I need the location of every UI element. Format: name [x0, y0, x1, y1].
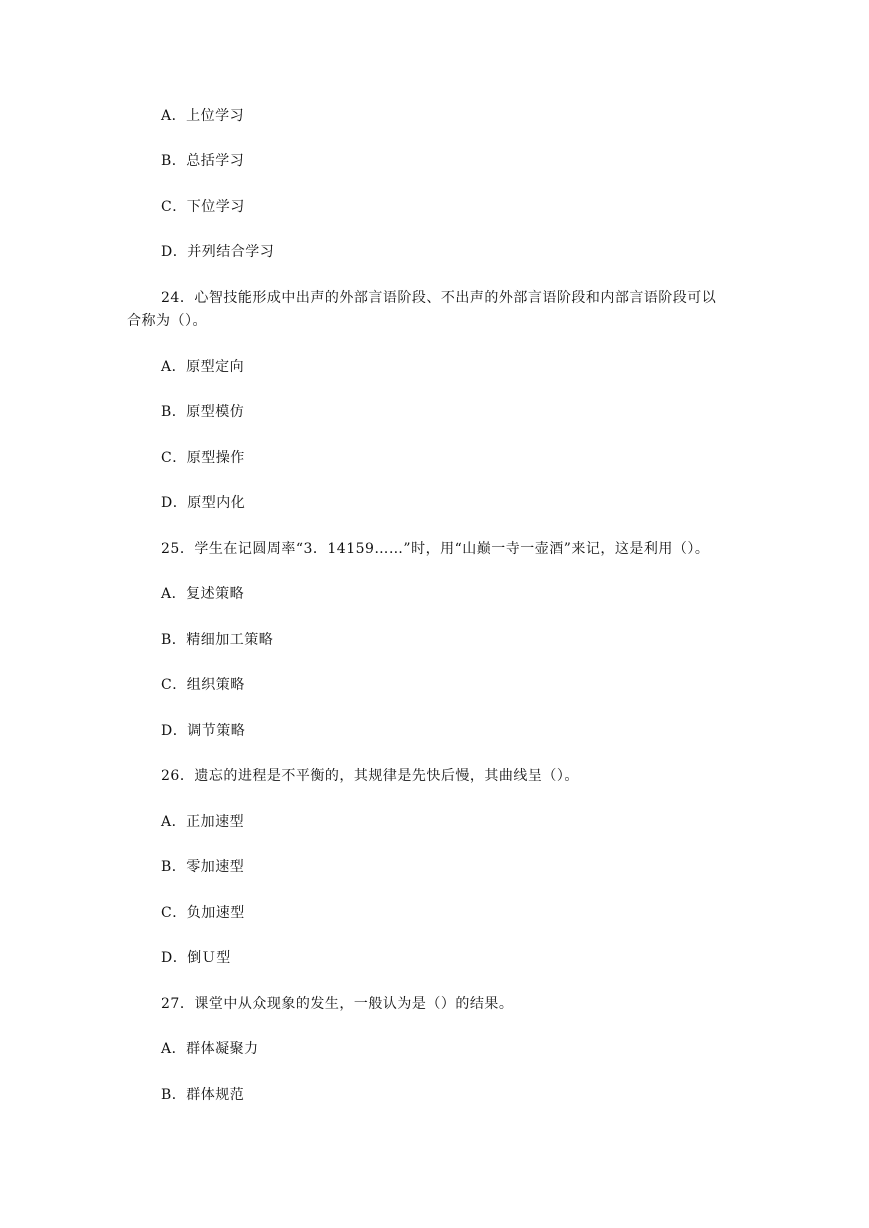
q27-option-a: A．群体凝聚力 [161, 1041, 259, 1057]
q23-option-a: A．上位学习 [161, 108, 245, 124]
q24-option-b: B．原型模仿 [161, 404, 245, 420]
q25-option-b: B．精细加工策略 [161, 632, 274, 648]
q25-stem: 25．学生在记圆周率“3．14159……”时，用“山巅一寺一壶酒”来记，这是利用（）。 [161, 541, 710, 557]
q26-option-a: A．正加速型 [161, 814, 245, 830]
q26-option-b: B．零加速型 [161, 859, 245, 875]
q26-option-c: C．负加速型 [161, 905, 245, 921]
q25-option-d: D．调节策略 [161, 723, 246, 739]
q26-option-d: D．倒Ｕ型 [161, 950, 231, 966]
q24-option-d: D．原型内化 [161, 495, 246, 511]
q23-option-b: B．总括学习 [161, 153, 245, 169]
q27-option-b: B．群体规范 [161, 1087, 245, 1103]
q27-stem: 27．课堂中从众现象的发生，一般认为是（）的结果。 [161, 996, 514, 1012]
q26-stem: 26．遗忘的进程是不平衡的，其规律是先快后慢，其曲线呈（）。 [161, 768, 579, 784]
q25-option-c: C．组织策略 [161, 677, 245, 693]
q24-stem-line1: 24．心智技能形成中出声的外部言语阶段、不出声的外部言语阶段和内部言语阶段可以 [161, 290, 717, 306]
q24-option-a: A．原型定向 [161, 359, 245, 375]
q23-option-c: C．下位学习 [161, 199, 245, 215]
q24-option-c: C．原型操作 [161, 450, 245, 466]
q25-option-a: A．复述策略 [161, 586, 245, 602]
q23-option-d: D．并列结合学习 [161, 244, 275, 260]
q24-stem-line2: 合称为（）。 [127, 313, 207, 329]
